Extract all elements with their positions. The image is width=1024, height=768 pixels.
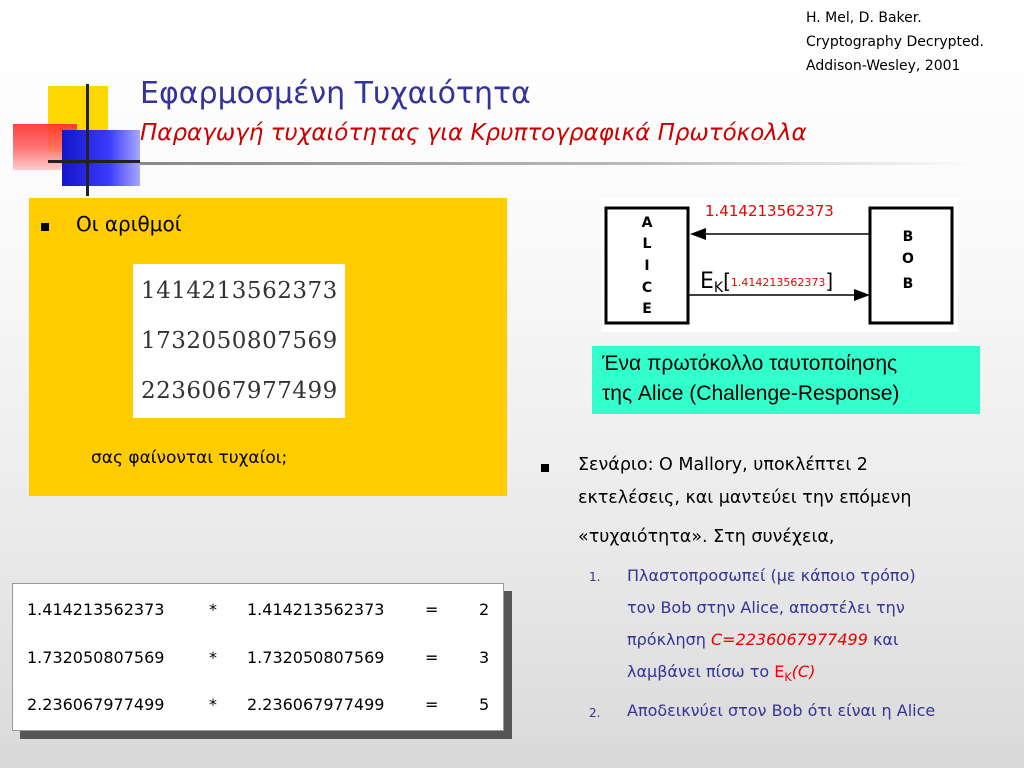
reference [806, 6, 1021, 78]
reference-authors: H. Mel, D. Baker. [806, 10, 922, 26]
reference-publisher: Addison-Wesley, 2001 [806, 58, 961, 74]
table-cell-b: 1.732050807569 [247, 648, 385, 667]
alice-letter-l: L [642, 236, 652, 252]
caption-line-1: Ένα πρωτόκολλο ταυτοποίησης [602, 352, 898, 375]
slide-subtitle: Παραγωγή τυχαιότητας για Κρυπτογραφικά Πρωτόκολλα [140, 120, 807, 146]
challenge-value: 1.414213562373 [705, 202, 834, 220]
table-cell-result: 2 [479, 600, 490, 619]
response-highlight-sub: K [784, 671, 792, 685]
numbers-box [133, 264, 345, 418]
table-cell-eq: = [425, 600, 439, 619]
table-cell-op: * [209, 600, 217, 619]
caption-line-2: της Alice (Challenge-Response) [602, 382, 900, 405]
item-2-text: Αποδεικνύει στον Bob ότι είναι η Alice [627, 701, 936, 720]
table-cell-eq: = [425, 695, 439, 714]
table-cell-op: * [209, 648, 217, 667]
alice-letter-e: E [642, 301, 652, 317]
table-row [13, 648, 505, 678]
response-value: 1.414213562373 [730, 276, 826, 289]
response-arrowhead [854, 289, 870, 301]
number-1: 1414213562373 [141, 278, 338, 304]
table-cell-a: 2.236067977499 [27, 695, 165, 714]
protocol-diagram [602, 198, 958, 332]
logo-horizontal-line [48, 160, 140, 163]
diagram-caption [592, 346, 980, 414]
response-open: [ [723, 269, 731, 293]
item-1-line-4-pre: λαμβάνει πίσω το [627, 662, 775, 681]
numbers-bullet-text: Οι αριθμοί [76, 212, 182, 236]
scenario-line-3: «τυχαιότητα». Στη συνέχεια, [578, 527, 835, 547]
item-1-line-3-pre: πρόκληση [627, 630, 711, 649]
slide-title: Εφαρμοσμένη Τυχαιότητα [140, 76, 531, 111]
item-1-line-3 [627, 630, 898, 649]
logo-blue-square [62, 130, 140, 186]
table-cell-a: 1.414213562373 [27, 600, 165, 619]
response-label [700, 269, 833, 296]
reference-title: Cryptography Decrypted. [806, 34, 984, 50]
challenge-arrowhead [690, 228, 706, 240]
logo-vertical-line [86, 84, 89, 196]
numbers-question: σας φαίνονται τυχαίοι; [91, 448, 288, 468]
item-1-line-3-post: και [867, 630, 899, 649]
table-cell-b: 2.236067977499 [247, 695, 385, 714]
scenario-line-1: Σενάριο: Ο Mallory, υποκλέπτει 2 [578, 455, 868, 475]
table-cell-op: * [209, 695, 217, 714]
item-1-line-2: τον Bob στην Alice, αποστέλει την [627, 598, 905, 617]
bob-letter-o: O [902, 251, 914, 267]
scenario-line-2: εκτελέσεις, και μαντεύει την επόμενη [578, 488, 912, 508]
item-2-number: 2. [589, 706, 601, 720]
title-underline [140, 162, 972, 165]
table-cell-a: 1.732050807569 [27, 648, 165, 667]
response-highlight-rest: (C) [791, 662, 816, 681]
bob-letter-b2: B [902, 276, 914, 292]
item-1-number: 1. [589, 570, 601, 584]
multiplication-table [12, 583, 504, 731]
bob-letter-b1: B [902, 229, 914, 245]
table-row [13, 695, 505, 725]
bullet-icon [41, 223, 49, 231]
table-cell-b: 1.414213562373 [247, 600, 385, 619]
alice-letter-c: C [641, 280, 653, 296]
table-cell-result: 5 [479, 695, 490, 714]
alice-letter-a: A [641, 215, 653, 231]
response-subscript: K [713, 280, 724, 296]
number-3: 2236067977499 [141, 378, 338, 404]
alice-letter-i: I [644, 258, 650, 274]
table-cell-result: 3 [479, 648, 490, 667]
number-2: 1732050807569 [141, 328, 338, 354]
table-cell-eq: = [425, 648, 439, 667]
table-row [13, 600, 505, 630]
response-close: ] [825, 269, 834, 293]
challenge-highlight: C=2236067977499 [710, 630, 868, 649]
item-1-line-1: Πλαστοπροσωπεί (με κάποιο τρόπο) [627, 566, 916, 585]
item-1-line-4 [627, 662, 815, 684]
bullet-icon [541, 464, 549, 472]
response-highlight-e: E [774, 662, 785, 681]
response-prefix: E [700, 269, 714, 294]
